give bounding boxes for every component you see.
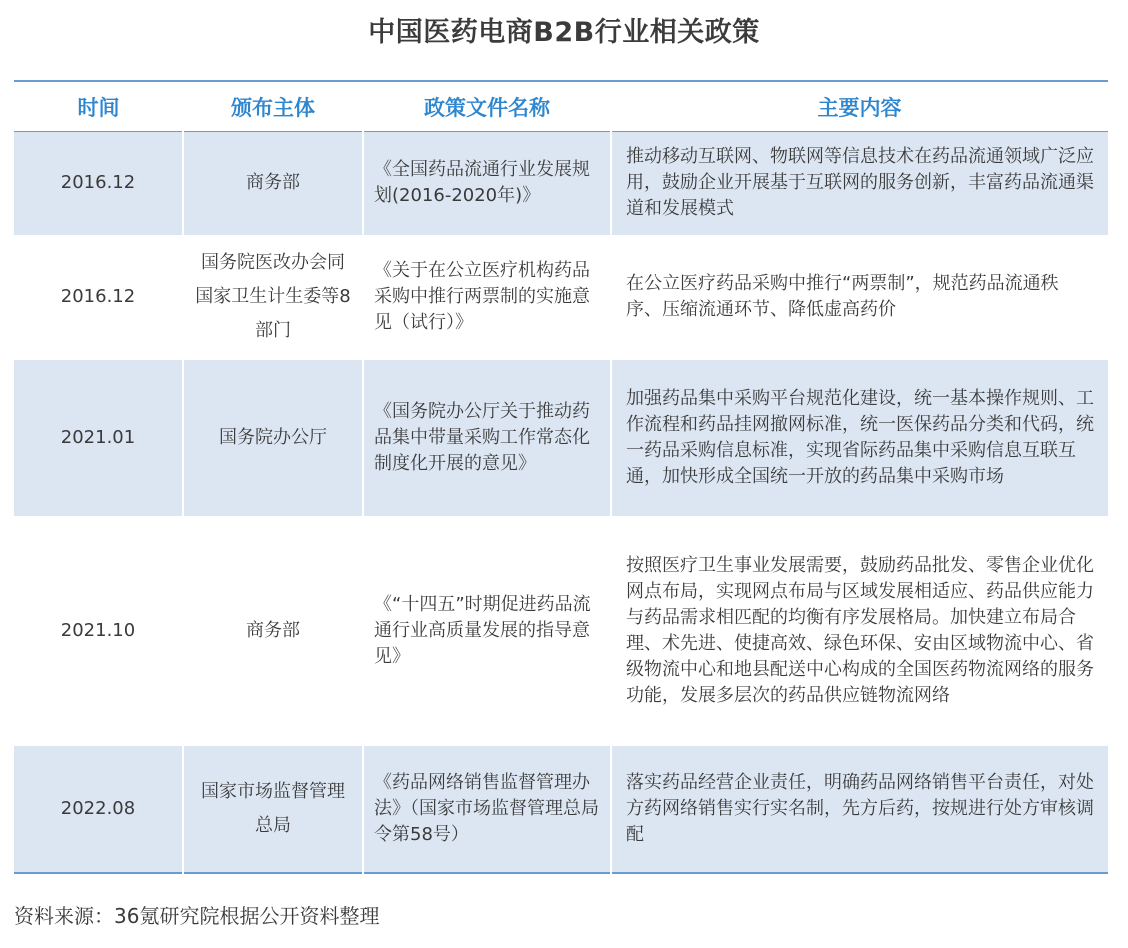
header-issuer: 颁布主体 [183,81,363,132]
cell-issuer: 国务院医改办会同国家卫生计生委等8部门 [183,236,363,359]
cell-issuer: 商务部 [183,517,363,745]
cell-time: 2022.08 [14,745,183,873]
source-note: 资料来源：36氪研究院根据公开资料整理 [14,904,380,928]
cell-time: 2021.01 [14,359,183,517]
table-row [14,745,1108,873]
cell-time: 2016.12 [14,236,183,359]
cell-content: 按照医疗卫生事业发展需要，鼓励药品批发、零售企业优化网点布局，实现网点布局与区域发展相适应、药品供应能力与药品需求相匹配的均衡有序发展格局。加快建立布局合理、术先进、使捷高效、绿色环保、安由区域物流中心、省级物流中心和地县配送中心构成的全国医药物流网络的服务功能，发展多层次的药品供应链物流网络 [611,517,1108,745]
table-header-row [14,81,1108,132]
cell-content: 落实药品经营企业责任，明确药品网络销售平台责任，对处方药网络销售实行实名制，先方后药，按规进行处方审核调配 [611,745,1108,873]
header-content: 主要内容 [611,81,1108,132]
cell-content: 推动移动互联网、物联网等信息技术在药品流通领域广泛应用，鼓励企业开展基于互联网的服务创新，丰富药品流通渠道和发展模式 [611,132,1108,236]
table-row [14,236,1108,359]
page-title: 中国医药电商B2B行业相关政策 [368,17,760,48]
cell-document: 《关于在公立医疗机构药品采购中推行两票制的实施意见（试行）》 [363,236,611,359]
cell-document: 《“十四五”时期促进药品流通行业高质量发展的指导意见》 [363,517,611,745]
cell-time: 2016.12 [14,132,183,236]
cell-content: 在公立医疗药品采购中推行“两票制”，规范药品流通秩序、压缩流通环节、降低虚高药价 [611,236,1108,359]
table-row [14,359,1108,517]
policy-table [14,80,1108,874]
cell-issuer: 商务部 [183,132,363,236]
cell-time: 2021.10 [14,517,183,745]
cell-document: 《药品网络销售监督管理办法》（国家市场监督管理总局令第58号） [363,745,611,873]
cell-document: 《国务院办公厅关于推动药品集中带量采购工作常态化制度化开展的意见》 [363,359,611,517]
cell-issuer: 国务院办公厅 [183,359,363,517]
table-row [14,132,1108,236]
cell-content: 加强药品集中采购平台规范化建设，统一基本操作规则、工作流程和药品挂网撤网标准，统一医保药品分类和代码，统一药品采购信息标准，实现省际药品集中采购信息互联互通，加快形成全国统一开放的药品集中采购市场 [611,359,1108,517]
table-row [14,517,1108,745]
header-time: 时间 [14,81,183,132]
header-document: 政策文件名称 [363,81,611,132]
cell-document: 《全国药品流通行业发展规划(2016-2020年)》 [363,132,611,236]
cell-issuer: 国家市场监督管理总局 [183,745,363,873]
